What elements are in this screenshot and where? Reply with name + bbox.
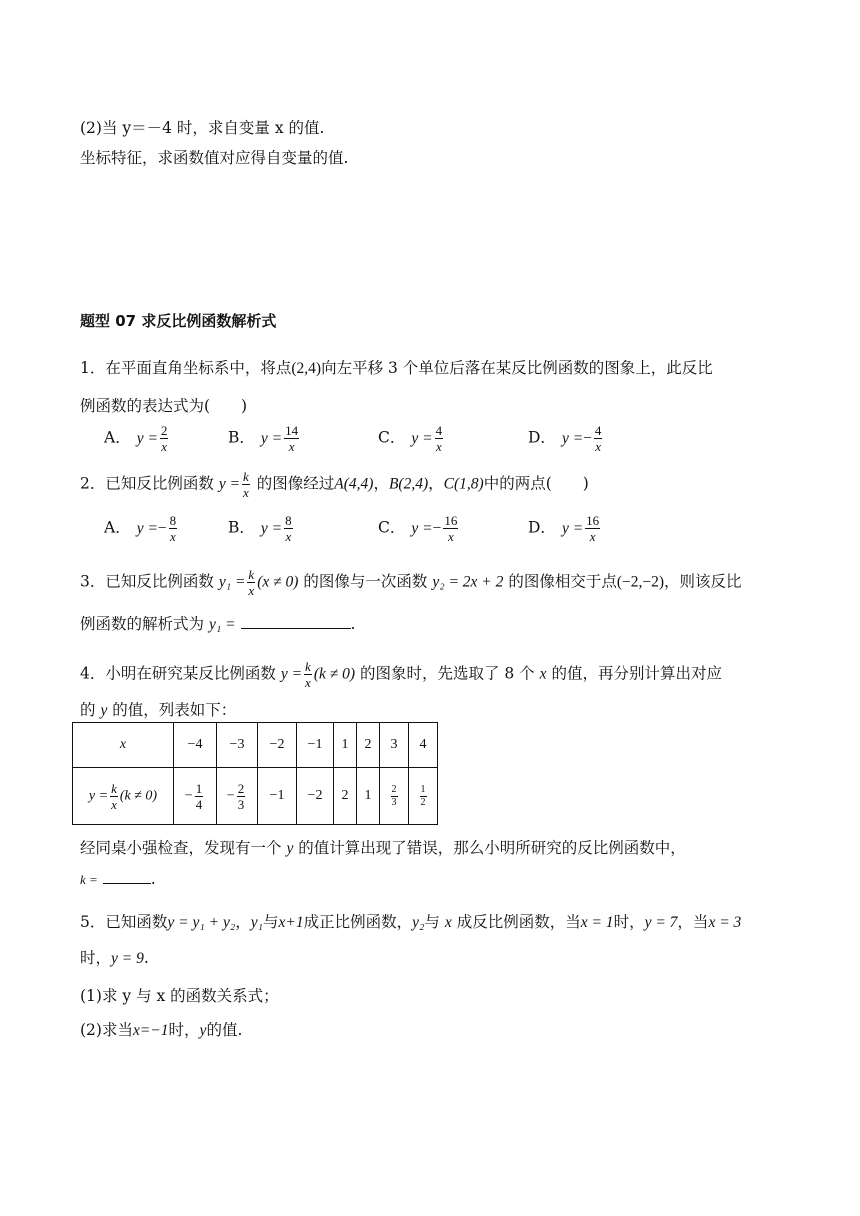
q4-text-c: 的值，再分别计算出对应: [551, 664, 722, 683]
q3-lhs: y₁ =: [218, 573, 246, 591]
y-value-text: −1: [269, 788, 285, 803]
q4-after-b: 的值计算出现了错误，那么小明所研究的反比例函数中，: [298, 839, 686, 857]
option-label: B．: [228, 518, 255, 537]
q3-text-c: 的图像相交于点: [508, 572, 617, 591]
section-title: 题型 07 求反比例函数解析式: [80, 312, 277, 330]
y-value-sign: −: [226, 788, 235, 804]
table-row-x: [73, 723, 438, 768]
q5-line-2: [80, 946, 149, 968]
option-lhs: y =: [136, 429, 158, 447]
q5-y1: y₁: [250, 914, 264, 931]
q5-c2: y = 7: [644, 914, 678, 931]
q2-text-c: 中的两点( ): [483, 474, 589, 493]
q2-line-1: [80, 470, 589, 499]
y-value-fraction: [237, 782, 246, 811]
q3-line-2: [80, 612, 355, 634]
option-numerator: 14: [285, 423, 299, 438]
q1-text-b: 向左平移 3 个单位后落在某反比例函数的图象上，此反比: [321, 359, 713, 377]
q4-line2-a: 的: [80, 701, 96, 719]
option-d[interactable]: [528, 424, 604, 453]
table-cell-y: [258, 768, 297, 825]
option-lhs: y =: [411, 429, 433, 447]
q2-text-b: 的图像经过: [256, 474, 335, 493]
q2-sep-2: ，: [428, 474, 444, 493]
q2-sep-1: ，: [373, 474, 389, 493]
q2-point-b: B(2,4): [388, 475, 429, 493]
table-cell-x: −1: [297, 723, 334, 768]
option-label: D．: [528, 428, 556, 447]
option-denominator: x: [595, 439, 602, 454]
q5-line2-b: .: [143, 949, 149, 967]
top-line-1: (2)当 y＝－4 时，求自变量 x 的值.: [80, 119, 325, 137]
y-value-text: −2: [307, 788, 323, 803]
table-cell-y: [409, 768, 438, 825]
q3-end: .: [350, 615, 356, 633]
q4-xvar: x: [539, 665, 547, 683]
table-header-y-cond: (k ≠ 0): [119, 788, 158, 804]
option-lhs: y =: [260, 429, 283, 447]
q5-sub2-c: 的值.: [206, 1021, 243, 1039]
values-table: [72, 722, 438, 825]
option-lhs: y =: [561, 429, 584, 447]
table-cell-x: −2: [258, 723, 297, 768]
option-fraction: [160, 424, 169, 453]
q1-text-a: 1．在平面直角坐标系中，将点: [80, 359, 292, 377]
q5-text-g: 时，: [613, 913, 645, 931]
q3-text-d: ，则该反比: [664, 572, 742, 591]
option-numerator: 2: [160, 423, 168, 438]
option-denominator: x: [435, 439, 442, 454]
y-value-denominator: 2: [420, 796, 426, 808]
q3-point: (−2,−2): [616, 573, 665, 591]
q5-c3: x = 3: [708, 914, 742, 931]
y-value-numerator: 1: [195, 780, 203, 796]
q2-text-a: 2．已知反比例函数: [80, 474, 214, 493]
q4-after-line: [80, 836, 686, 858]
table-cell-y: [297, 768, 334, 825]
q5-text-c: 与: [263, 913, 279, 931]
option-numerator: 4: [594, 423, 602, 438]
q5-sub2-cond: x=−1: [132, 1022, 169, 1039]
q5-text-h: ，当: [677, 913, 709, 931]
table-cell-y: [334, 768, 357, 825]
option-sign: −: [432, 519, 442, 537]
y-value-denominator: 4: [195, 796, 203, 812]
q5-sub2-a: (2)求当: [80, 1021, 133, 1039]
q1-line-1: [80, 356, 713, 378]
option-label: A．: [104, 428, 131, 447]
option-lhs: y =: [260, 519, 283, 537]
y-value-sign: −: [184, 788, 193, 804]
table-cell-x: 2: [357, 723, 380, 768]
table-cell-y: [357, 768, 380, 825]
table-cell-x: 3: [380, 723, 409, 768]
option-label: A．: [104, 518, 131, 537]
option-fraction: [284, 424, 299, 453]
q2-func-fraction: [242, 470, 250, 499]
q5-y2: y₂: [412, 914, 425, 931]
q4-fraction: [304, 660, 312, 689]
option-denominator: x: [288, 439, 295, 454]
y-value-numerator: 2: [237, 780, 245, 796]
y-value-numerator: 1: [420, 783, 426, 795]
q5-xv: x: [444, 914, 452, 931]
q5-text-d: 成正比例函数，: [303, 913, 413, 931]
option-numerator: 16: [586, 513, 600, 528]
option-b[interactable]: [228, 424, 301, 453]
q2-point-a: A(4,4): [334, 475, 374, 493]
q4-text-b: 的图象时，先选取了 8 个: [359, 664, 535, 683]
table-cell-x: 1: [334, 723, 357, 768]
q5-sub2-y: y: [199, 1022, 207, 1039]
q2-point-c: C(1,8): [443, 475, 484, 493]
option-denominator: x: [161, 439, 168, 454]
q3-fraction: [247, 568, 255, 597]
table-cell-y: [174, 768, 217, 825]
option-label: C．: [378, 428, 406, 447]
q4-line-1: [80, 660, 722, 689]
table-row-y: [73, 768, 438, 825]
q4-line-2: [80, 698, 236, 720]
q5-line2-a: 时，: [80, 949, 112, 967]
table-header-y-fraction: [110, 782, 118, 811]
option-sign: −: [583, 429, 592, 447]
table-cell-y: [217, 768, 258, 825]
q3-num: k: [248, 567, 255, 582]
q3-text-a: 3．已知反比例函数: [80, 572, 214, 591]
q4-lhs: y =: [280, 665, 303, 683]
q3-line-1: [80, 568, 742, 597]
option-b[interactable]: [228, 514, 295, 543]
q5-c1: x = 1: [580, 914, 614, 931]
table-header-y-lhs: y =: [88, 788, 109, 804]
q4-den: x: [305, 675, 311, 690]
q5-text-a: 5．已知函数: [80, 913, 168, 931]
q1-point: (2,4): [291, 360, 322, 377]
q4-after-y: y: [286, 840, 294, 857]
option-fraction: [169, 514, 178, 543]
q2-func-lhs: y =: [218, 475, 241, 493]
table-cell-y: [380, 768, 409, 825]
top-line-2: 坐标特征，求函数值对应得自变量的值.: [80, 149, 349, 167]
option-fraction: [284, 514, 293, 543]
q5-text-f: 成反比例函数，当: [456, 913, 581, 931]
q5-xp1: x+1: [278, 914, 304, 931]
option-lhs: y =: [411, 519, 433, 537]
q3-text-b: 的图像与一次函数: [303, 572, 428, 591]
y-value-text: 2: [341, 788, 349, 803]
option-a[interactable]: [104, 514, 179, 543]
table-header-y-den: x: [111, 796, 117, 812]
option-sign: −: [157, 519, 167, 537]
option-fraction: [585, 514, 600, 543]
option-label: D．: [528, 518, 556, 537]
q4-k-blank[interactable]: [103, 883, 151, 884]
q3-answer-blank[interactable]: [241, 628, 351, 629]
q5-line-1: [80, 910, 741, 932]
table-header-y: [73, 768, 174, 825]
option-fraction: [435, 424, 444, 453]
q4-yvar: y: [100, 702, 108, 719]
q3-den: x: [248, 583, 255, 598]
table-cell-x: −4: [174, 723, 217, 768]
y-value-fraction: [420, 785, 427, 808]
y-value-fraction: [195, 782, 204, 811]
option-c[interactable]: [378, 424, 445, 453]
option-label: C．: [378, 518, 406, 537]
q3-linear: y₂ = 2x + 2: [432, 573, 504, 591]
q4-k-line: [80, 870, 156, 888]
y-value-denominator: 3: [391, 796, 397, 808]
q4-text-a: 4．小明在研究某反比例函数: [80, 664, 276, 683]
option-label: B．: [228, 428, 255, 447]
q4-line2-b: 的值，列表如下：: [112, 701, 237, 719]
option-d[interactable]: [528, 514, 602, 543]
y-value-text: 1: [364, 788, 372, 803]
option-denominator: x: [170, 529, 176, 544]
q4-after-a: 经同桌小强检查，发现有一个: [80, 839, 282, 857]
q1-line-2: 例函数的表达式为( ): [80, 397, 248, 415]
option-numerator: 8: [169, 513, 177, 528]
option-fraction: [594, 424, 603, 453]
q4-end: .: [150, 870, 156, 888]
q4-k-label: k =: [80, 872, 98, 887]
y-value-fraction: [391, 785, 398, 808]
option-fraction: [443, 514, 458, 543]
q4-cond: (k ≠ 0): [313, 665, 356, 683]
q5-f1: y = y₁ + y₂: [167, 914, 236, 931]
option-denominator: x: [589, 529, 596, 544]
q3-cond: (x ≠ 0): [257, 573, 299, 591]
option-numerator: 16: [444, 513, 458, 528]
table-header-y-num: k: [111, 780, 117, 796]
option-lhs: y =: [136, 519, 158, 537]
option-lhs: y =: [561, 519, 584, 537]
q5-text-e: 与: [424, 913, 440, 931]
q5-sub2-b: 时，: [168, 1021, 200, 1039]
q5-sub-1: (1)求 y 与 x 的函数关系式；: [80, 987, 279, 1005]
option-a[interactable]: [104, 424, 170, 453]
y-value-numerator: 2: [391, 783, 397, 795]
option-denominator: x: [285, 529, 292, 544]
option-denominator: x: [447, 529, 454, 544]
option-numerator: 4: [435, 423, 443, 438]
table-cell-x: 4: [409, 723, 438, 768]
y-value-denominator: 3: [237, 796, 245, 812]
q5-sub-2: [80, 1018, 242, 1040]
q5-c4: y = 9: [111, 950, 144, 967]
q5-text-b: ，: [235, 913, 251, 931]
q4-num: k: [305, 659, 311, 674]
option-numerator: 8: [285, 513, 292, 528]
table-header-x: x: [73, 723, 174, 768]
q2-func-den: x: [243, 485, 249, 500]
q3-line2-text: 例函数的解析式为: [80, 615, 205, 633]
q2-func-num: k: [243, 469, 249, 484]
table-cell-x: −3: [217, 723, 258, 768]
q3-answer-lhs: y₁ =: [208, 616, 236, 633]
option-c[interactable]: [378, 514, 460, 543]
